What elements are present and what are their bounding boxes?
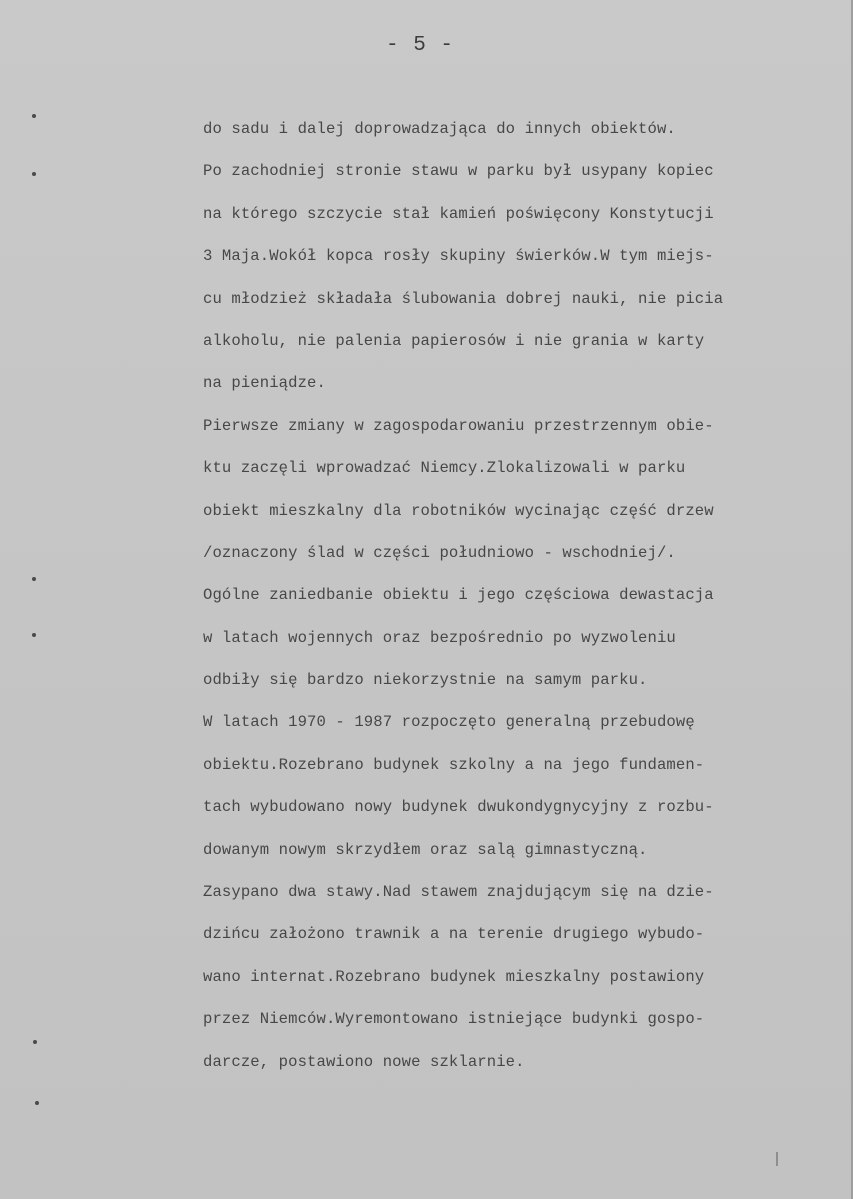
text-line: obiektu.Rozebrano budynek szkolny a na jego fundamen-	[203, 755, 705, 774]
text-line: przez Niemców.Wyremontowano istniejące budynki gospo-	[203, 1010, 705, 1029]
text-line: cu młodzież składała ślubowania dobrej nauki, nie picia	[203, 289, 724, 308]
text-line: 3 Maja.Wokół kopca rosły skupiny świerków.W tym miejs-	[203, 247, 714, 266]
text-line: darcze, postawiono nowe szklarnie.	[203, 1052, 525, 1071]
punch-hole-mark	[32, 633, 36, 637]
text-line: Po zachodniej stronie stawu w parku był usypany kopiec	[203, 162, 714, 181]
text-line: dowanym nowym skrzydłem oraz salą gimnastyczną.	[203, 840, 648, 859]
text-line: odbiły się bardzo niekorzystnie na samym parku.	[203, 671, 648, 690]
text-line: na którego szczycie stał kamień poświęcony Konstytucji	[203, 204, 714, 223]
punch-hole-mark	[33, 1040, 37, 1044]
scan-speck	[776, 1152, 778, 1166]
text-line: /oznaczony ślad w części południowo - wschodniej/.	[203, 543, 676, 562]
text-line: tach wybudowano nowy budynek dwukondygnycyjny z rozbu-	[203, 798, 714, 817]
typewritten-body	[203, 114, 803, 1089]
text-line: na pieniądze.	[203, 374, 326, 393]
text-line: obiekt mieszkalny dla robotników wycinając część drzew	[203, 501, 714, 520]
text-line: ktu zaczęli wprowadzać Niemcy.Zlokalizowali w parku	[203, 459, 686, 478]
punch-hole-mark	[32, 114, 36, 118]
punch-hole-mark	[32, 577, 36, 581]
text-line: W latach 1970 - 1987 rozpoczęto generalną przebudowę	[203, 713, 695, 732]
text-line: wano internat.Rozebrano budynek mieszkalny postawiony	[203, 967, 705, 986]
page-number: - 5 -	[385, 34, 454, 57]
text-line: Zasypano dwa stawy.Nad stawem znajdującym się na dzie-	[203, 883, 714, 902]
text-line: do sadu i dalej doprowadzająca do innych obiektów.	[203, 120, 676, 138]
text-line: Pierwsze zmiany w zagospodarowaniu przestrzennym obie-	[203, 416, 714, 435]
punch-hole-mark	[35, 1101, 39, 1105]
punch-hole-mark	[32, 172, 36, 176]
text-line: w latach wojennych oraz bezpośrednio po wyzwoleniu	[203, 628, 676, 647]
text-line: Ogólne zaniedbanie obiektu i jego częściowa dewastacja	[203, 586, 714, 605]
text-line: dzińcu założono trawnik a na terenie drugiego wybudo-	[203, 925, 705, 944]
text-line: alkoholu, nie palenia papierosów i nie grania w karty	[203, 331, 705, 350]
